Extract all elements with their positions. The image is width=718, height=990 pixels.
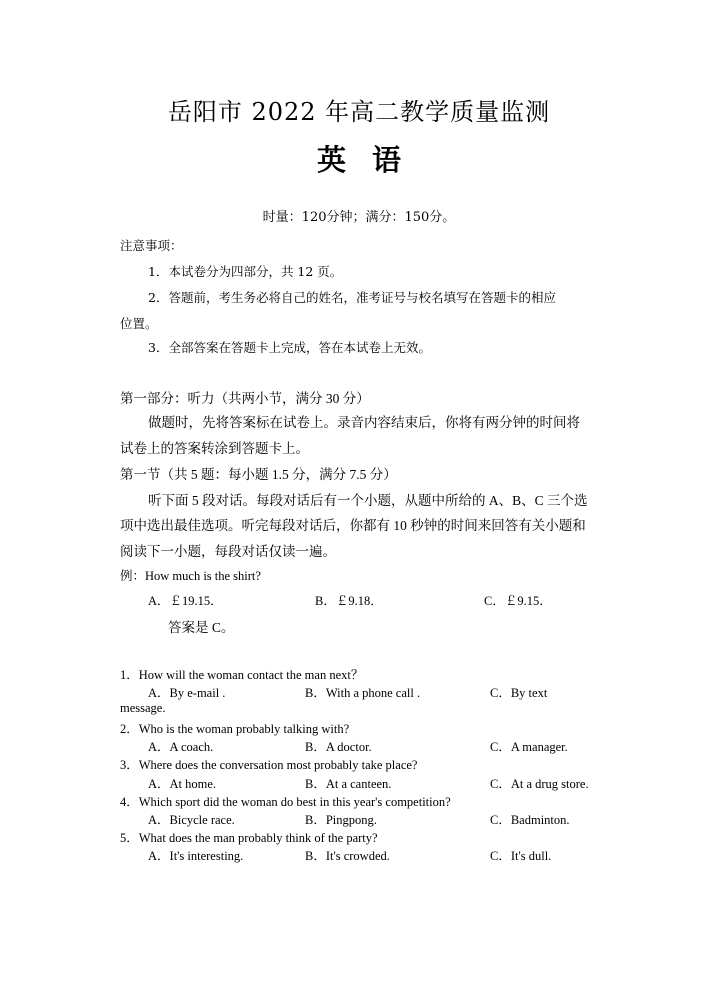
notice-heading: 注意事项：: [120, 238, 183, 253]
notice-item-1: 1．本试卷分为四部分，共 12 页。: [148, 264, 343, 279]
subject-title: 英语: [316, 143, 427, 177]
notice-item-2: 2．答题前，考生务必将自己的姓名，准考证号与校名填写在答题卡的相应: [148, 290, 556, 305]
question-option-c: C．At a drug store.: [490, 777, 589, 791]
question-option-b: B．At a canteen.: [305, 777, 392, 791]
notice-item-3: 3．全部答案在答题卡上完成，答在本试卷上无效。: [148, 340, 431, 355]
question-option-c: C．A manager.: [490, 740, 568, 754]
part1-instruction-2: 试卷上的答案转涂到答题卡上。: [120, 441, 309, 456]
example-option-b: B．￡9.18．: [315, 594, 383, 608]
example-question: 例：How much is the shirt?: [120, 569, 261, 583]
question-option-c: C．It's dull.: [490, 849, 552, 863]
question-option-a: A．At home.: [148, 777, 217, 791]
exam-title: 岳阳市 2022 年高二教学质量监测: [167, 98, 551, 126]
time-score-line: 时量：120分钟；满分：150分。: [262, 210, 456, 225]
question-stem: 4．Which sport did the woman do best in this year's competition?: [120, 795, 451, 809]
section1-line-2: 项中选出最佳选项。听完每段对话后，你都有 10 秒钟的时间来回答有关小题和: [120, 518, 586, 533]
question-option-a: A．A coach.: [148, 740, 214, 754]
part1-heading: 第一部分：听力（共两小节，满分 30 分）: [120, 391, 370, 406]
question-option-c-cont: message.: [120, 701, 166, 715]
question-stem: 1．How will the woman contact the man next？: [120, 668, 364, 682]
example-option-c: C．￡9.15．: [484, 594, 552, 608]
question-stem: 3．Where does the conversation most probably take place?: [120, 758, 418, 772]
question-option-a: A．By e-mail .: [148, 686, 226, 700]
example-answer: 答案是 C。: [168, 620, 235, 635]
notice-item-2-cont: 位置。: [120, 316, 158, 331]
question-option-c: C．By text: [490, 686, 548, 700]
question-option-c: C．Badminton.: [490, 813, 570, 827]
question-stem: 5．What does the man probably think of the party?: [120, 831, 378, 845]
question-option-a: A．It's interesting.: [148, 849, 244, 863]
section1-line-1: 听下面 5 段对话。每段对话后有一个小题，从题中所给的 A、B、C 三个选: [148, 493, 588, 508]
question-option-b: B．Pingpong.: [305, 813, 377, 827]
section1-line-3: 阅读下一小题，每段对话仅读一遍。: [120, 544, 336, 559]
question-option-b: B．It's crowded.: [305, 849, 390, 863]
question-option-a: A．Bicycle race.: [148, 813, 235, 827]
question-stem: 2．Who is the woman probably talking with?: [120, 722, 350, 736]
question-option-b: B．With a phone call .: [305, 686, 421, 700]
question-option-b: B．A doctor.: [305, 740, 372, 754]
example-option-a: A．￡19.15．: [148, 594, 223, 608]
part1-instruction-1: 做题时，先将答案标在试卷上。录音内容结束后，你将有两分钟的时间将: [148, 415, 580, 430]
section1-heading: 第一节（共 5 题：每小题 1.5 分，满分 7.5 分）: [120, 467, 397, 482]
